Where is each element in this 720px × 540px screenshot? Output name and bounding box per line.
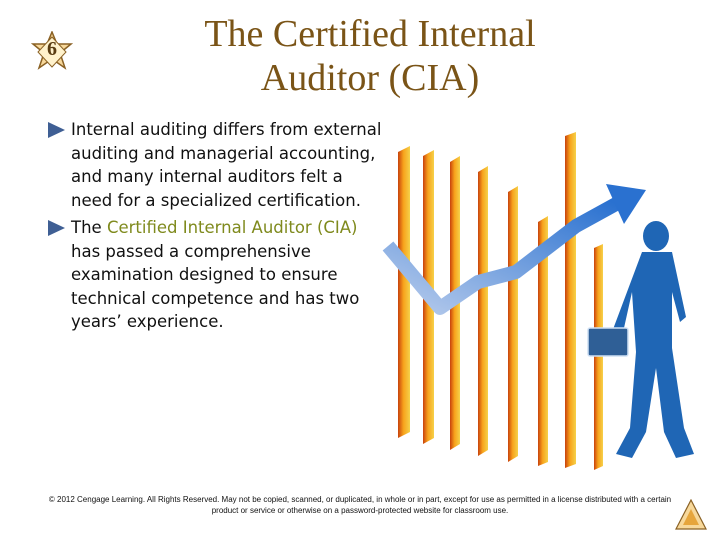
title-line-1: The Certified Internal <box>204 13 536 55</box>
triangle-arrow-icon <box>48 122 65 138</box>
bullet-text-after: has passed a comprehensive examination designed to ensure technical competence and has two years’ experience. <box>71 241 360 331</box>
bullet-list <box>48 118 388 338</box>
bullet-item-2 <box>48 216 388 334</box>
highlighted-term: Certified Internal Auditor (CIA) <box>106 218 358 237</box>
bar-chart-businessman-illustration <box>380 132 710 472</box>
briefcase <box>588 328 628 356</box>
slide-title <box>120 12 620 100</box>
bullet-text-before: The <box>71 218 107 237</box>
slide-number-badge <box>31 31 73 73</box>
triangle-decoration-icon <box>675 499 707 531</box>
triangle-arrow-icon <box>48 220 65 236</box>
bullet-item-1 <box>48 118 388 212</box>
title-line-2: Auditor (CIA) <box>260 57 480 99</box>
copyright-footer: © 2012 Cengage Learning. All Rights Reserved. May not be copied, scanned, or duplicated, in whole or in part, except for use as permitted in a license distributed with a certain product or service or otherwise on a password-protected website for classroom use. <box>48 495 672 515</box>
bullet-text: Internal auditing differs from external auditing and managerial accounting, and many internal auditors felt a need for a specialized certification. <box>71 120 382 210</box>
slide-number: 6 <box>47 38 57 60</box>
